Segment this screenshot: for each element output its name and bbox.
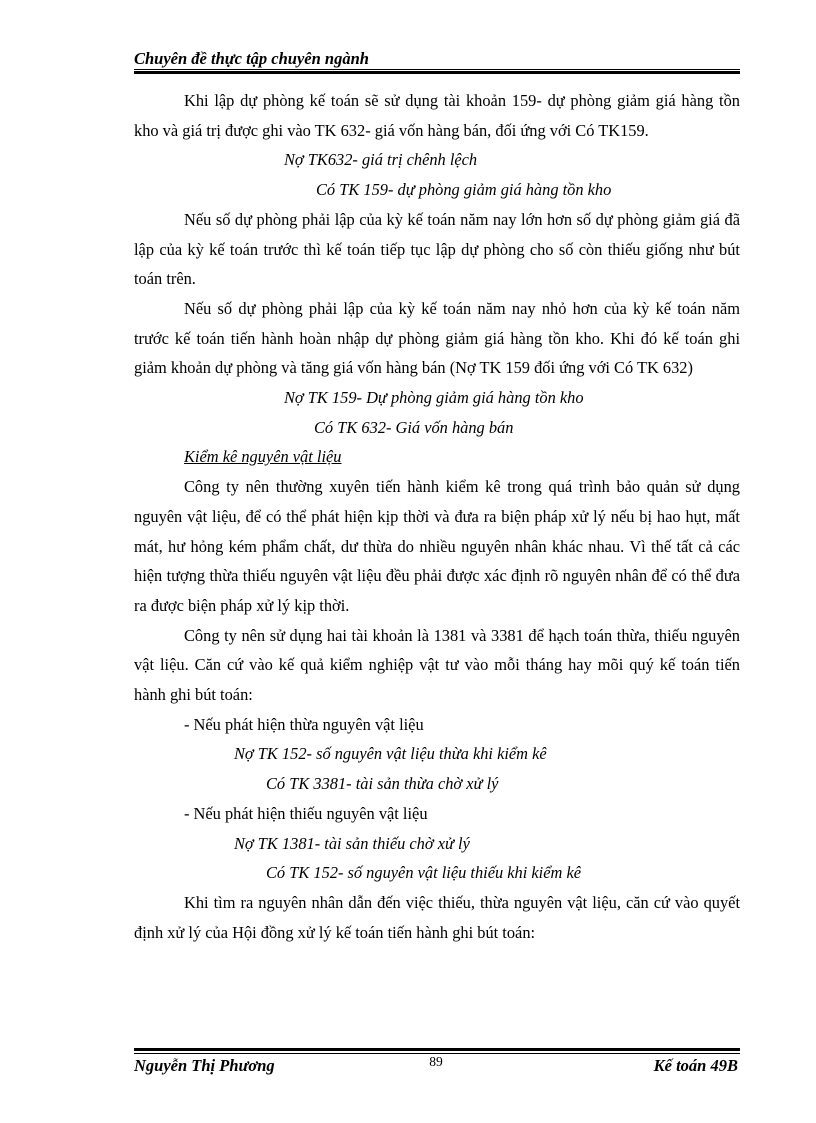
journal-entry-credit: Có TK 632- Giá vốn hàng bán [314,417,514,437]
page-header-title: Chuyên đề thực tập chuyên ngành [134,49,369,68]
journal-entry-debit: Nợ TK 1381- tài sản thiếu chờ xử lý [234,833,470,853]
journal-entry-debit: Nợ TK 152- số nguyên vật liệu thừa khi kiểm kê [234,744,547,764]
header-divider-thick [134,71,740,74]
paragraph: Khi lập dự phòng kế toán sẽ sử dụng tài khoản 159- dự phòng giảm giá hàng tồn kho và giá trị được ghi vào TK 632- giá vốn hàng bán, đối ứng với Có TK159. [134,91,740,140]
journal-entry-debit: Nợ TK 159- Dự phòng giảm giá hàng tồn kho [284,388,584,408]
footer-divider-thick [134,1048,740,1051]
paragraph: Nếu số dự phòng phải lập của kỳ kế toán năm nay lớn hơn số dự phòng giảm giá đã lập của kỳ kế toán trước thì kế toán tiếp tục lập dự phòng cho số còn thiếu giống như bút toán trên. [134,209,740,289]
journal-entry-credit: Có TK 152- số nguyên vật liệu thiếu khi kiểm kê [266,863,581,883]
journal-entry-credit: Có TK 159- dự phòng giảm giá hàng tồn kho [316,180,612,200]
paragraph: Khi tìm ra nguyên nhân dẫn đến việc thiếu, thừa nguyên vật liệu, căn cứ vào quyết định xử lý của Hội đồng xử lý kế toán tiến hành ghi bút toán: [134,892,740,942]
footer-author: Nguyễn Thị Phương [134,1056,275,1075]
bullet-item: - Nếu phát hiện thừa nguyên vật liệu [184,714,424,734]
paragraph: Công ty nên thường xuyên tiến hành kiểm kê trong quá trình bảo quản sử dụng nguyên vật liệu, để có thể phát hiện kịp thời và đưa ra biện pháp xử lý nếu bị hao hụt, mất mát, hư hỏng kém phẩm chất, dư thừa do nhiều nguyên nhân khác nhau. Vì thế tất cả các hiện tượng thừa thiếu nguyên vật liệu đều phải được xác định rõ nguyên nhân để có thể đưa ra được biện pháp xử lý kịp thời. [134,477,740,615]
bullet-item: - Nếu phát hiện thiếu nguyên vật liệu [184,803,428,823]
footer-class-name: Kế toán 49B [653,1056,738,1075]
journal-entry-credit: Có TK 3381- tài sản thừa chờ xử lý [266,774,499,794]
paragraph: Công ty nên sử dụng hai tài khoản là 1381 và 3381 để hạch toán thừa, thiếu nguyên vật liệu. Căn cứ vào kế quả kiểm nghiệp vật tư vào mỗi tháng hay mõi quý kế toán tiến hành ghi bút toán: [134,625,740,705]
section-heading: Kiểm kê nguyên vật liệu [184,447,342,467]
journal-entry-debit: Nợ TK632- giá trị chênh lệch [284,150,478,170]
document-body [134,86,740,947]
header-divider-thin [134,69,740,70]
page-number: 89 [429,1054,443,1069]
paragraph: Nếu số dự phòng phải lập của kỳ kế toán năm nay nhỏ hơn của kỳ kế toán năm trước kế toán tiến hành hoàn nhập dự phòng giảm giá hàng tồn kho. Khi đó kế toán ghi giảm khoản dự phòng và tăng giá vốn hàng bán (Nợ TK 159 đối ứng với Có TK 632) [134,298,740,378]
